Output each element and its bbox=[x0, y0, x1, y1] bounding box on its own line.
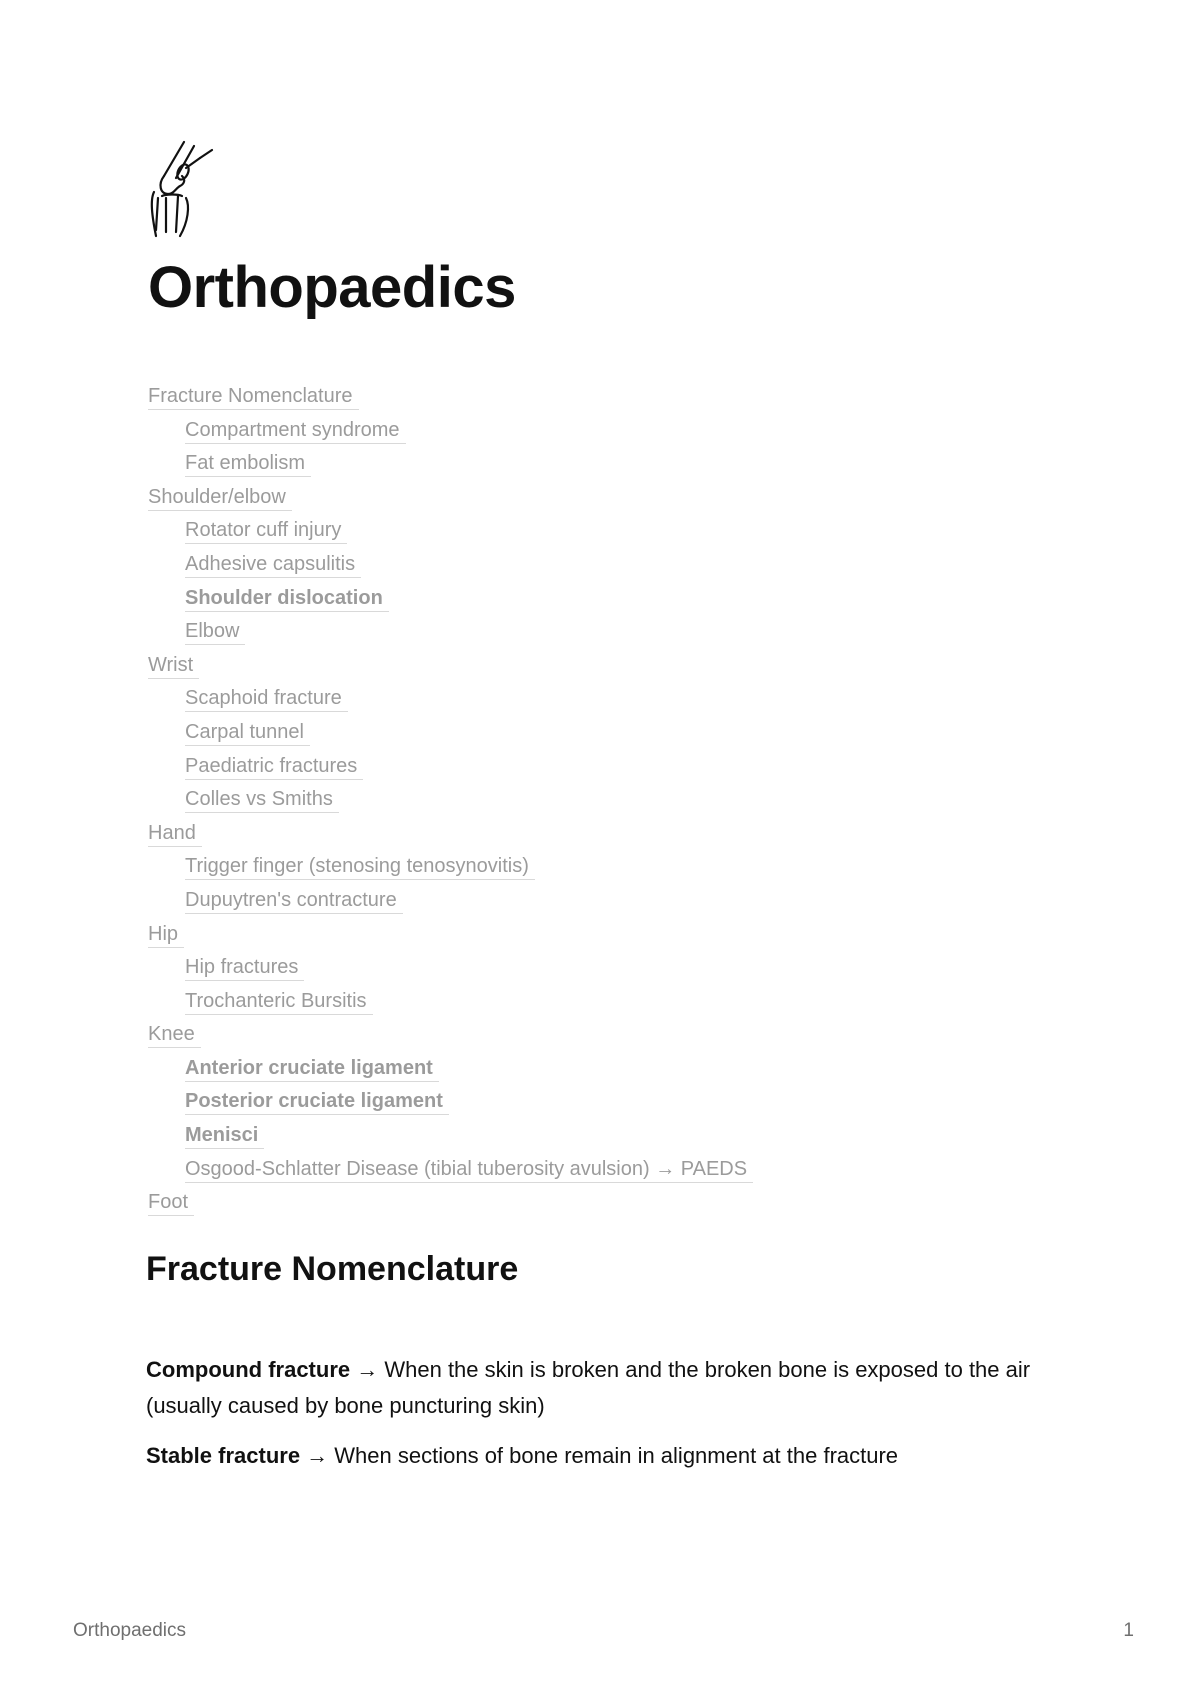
toc-link[interactable]: Knee bbox=[148, 1023, 201, 1048]
toc-item bbox=[148, 1018, 753, 1052]
toc-item bbox=[148, 1119, 753, 1153]
toc-item bbox=[148, 783, 753, 817]
page-title: Orthopaedics bbox=[148, 255, 516, 320]
toc-link[interactable]: Fracture Nomenclature bbox=[148, 385, 359, 410]
toc-link[interactable]: Colles vs Smiths bbox=[185, 788, 339, 813]
toc-item bbox=[148, 716, 753, 750]
toc-link[interactable]: Foot bbox=[148, 1191, 194, 1216]
toc-item bbox=[148, 1186, 753, 1220]
toc-item bbox=[148, 582, 753, 616]
toc-item bbox=[148, 414, 753, 448]
arrow-glyph: → bbox=[350, 1357, 385, 1382]
toc-item bbox=[148, 615, 753, 649]
knee-joint-icon bbox=[150, 140, 232, 238]
toc-item bbox=[148, 750, 753, 784]
toc-link[interactable]: Compartment syndrome bbox=[185, 419, 406, 444]
section-heading: Fracture Nomenclature bbox=[146, 1250, 519, 1288]
toc-item bbox=[148, 817, 753, 851]
toc-link[interactable]: Anterior cruciate ligament bbox=[185, 1057, 439, 1082]
toc-link[interactable]: Trigger finger (stenosing tenosynovitis) bbox=[185, 855, 535, 880]
toc-link[interactable]: Hip fractures bbox=[185, 956, 304, 981]
toc-item bbox=[148, 1153, 753, 1187]
definition-term: Compound fracture bbox=[146, 1357, 351, 1382]
toc-link[interactable]: Shoulder dislocation bbox=[185, 587, 389, 612]
toc-item bbox=[148, 380, 753, 414]
toc-item bbox=[148, 682, 753, 716]
toc-item bbox=[148, 1085, 753, 1119]
toc-item bbox=[148, 548, 753, 582]
toc-link[interactable]: Posterior cruciate ligament bbox=[185, 1090, 449, 1115]
toc-item bbox=[148, 884, 753, 918]
toc-link[interactable]: Paediatric fractures bbox=[185, 755, 363, 780]
definition-paragraph bbox=[146, 1352, 1076, 1424]
footer-document-title: Orthopaedics bbox=[73, 1620, 187, 1641]
definition-paragraph bbox=[146, 1438, 1076, 1474]
toc-link[interactable]: Adhesive capsulitis bbox=[185, 553, 361, 578]
toc-link[interactable]: Wrist bbox=[148, 654, 199, 679]
definition-term: Stable fracture bbox=[146, 1443, 301, 1468]
toc-link[interactable]: Scaphoid fracture bbox=[185, 687, 348, 712]
toc-item bbox=[148, 649, 753, 683]
definition-text: When the skin is broken and the broken bone is exposed to the air (usually caused by bone puncturing skin) bbox=[146, 1357, 1031, 1418]
arrow-glyph: → bbox=[300, 1443, 335, 1468]
toc-item bbox=[148, 850, 753, 884]
toc-link[interactable]: Trochanteric Bursitis bbox=[185, 990, 373, 1015]
toc-item bbox=[148, 951, 753, 985]
toc-link[interactable]: Elbow bbox=[185, 620, 245, 645]
toc-link[interactable]: Rotator cuff injury bbox=[185, 519, 347, 544]
definition-text: When sections of bone remain in alignment at the fracture bbox=[334, 1443, 899, 1468]
toc-item bbox=[148, 514, 753, 548]
toc-link[interactable]: Menisci bbox=[185, 1124, 264, 1149]
toc-link[interactable]: Shoulder/elbow bbox=[148, 486, 292, 511]
toc-link[interactable]: Fat embolism bbox=[185, 452, 311, 477]
toc-item bbox=[148, 481, 753, 515]
toc-link[interactable]: Hip bbox=[148, 923, 184, 948]
toc-item bbox=[148, 1052, 753, 1086]
toc-link[interactable]: Osgood-Schlatter Disease (tibial tuberosity avulsion) → PAEDS bbox=[185, 1158, 753, 1183]
table-of-contents bbox=[148, 380, 753, 1220]
toc-link[interactable]: Carpal tunnel bbox=[185, 721, 310, 746]
toc-item bbox=[148, 985, 753, 1019]
toc-link[interactable]: Dupuytren's contracture bbox=[185, 889, 403, 914]
toc-link[interactable]: Hand bbox=[148, 822, 202, 847]
toc-item bbox=[148, 447, 753, 481]
toc-item bbox=[148, 918, 753, 952]
footer-page-number: 1 bbox=[1123, 1620, 1134, 1641]
